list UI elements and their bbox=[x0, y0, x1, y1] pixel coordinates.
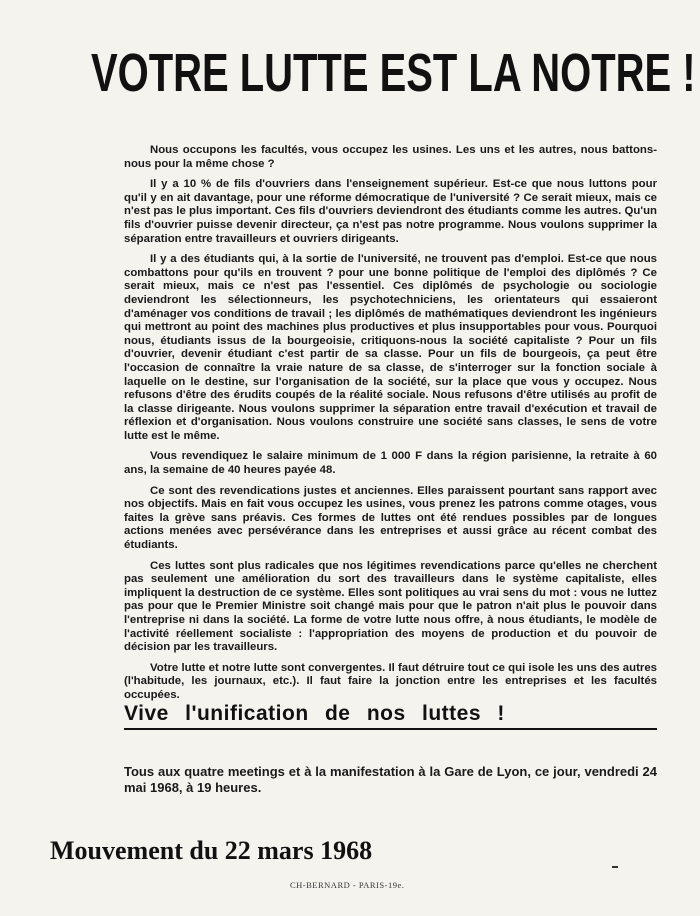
call-to-action: Tous aux quatre meetings et à la manifestation à la Gare de Lyon, ce jour, vendredi 24 mai 1968, à 19 heures. bbox=[124, 764, 657, 795]
slogan: Vive l'unification de nos luttes ! bbox=[124, 702, 657, 730]
paragraph-2: Il y a 10 % de fils d'ouvriers dans l'enseignement supérieur. Est-ce que nous luttons pour qu'il y en ait davantage, pour une réforme démocratique de l'université ? Ce serait mieux, mais ce n'est pas le plus important. Ces fils d'ouvriers deviendront des étudiants comme les autres. Qu'un fils d'ouvrier puisse devenir directeur, ça n'est pas notre programme. Nous voulons supprimer la séparation entre travailleurs et ouvriers dirigeants. bbox=[124, 178, 657, 245]
paragraph-4: Vous revendiquez le salaire minimum de 1 000 F dans la région parisienne, la retraite à 60 ans, la semaine de 40 heures payée 48. bbox=[124, 450, 657, 477]
printer-imprint: CH-BERNARD - PARIS-19e. bbox=[290, 880, 405, 890]
leaflet-body bbox=[124, 144, 657, 710]
paragraph-3: Il y a des étudiants qui, à la sortie de l'université, ne trouvent pas d'emploi. Est-ce que nous combattons pour qu'ils en trouvent ? pour une bonne politique de l'emploi des diplômés ? Ce serait mieux, mais ce n'est pas l'essentiel. Ces diplômés de psychologie ou sociologie deviendront les sélectionneurs, les psychotechniciens, les orientateurs qui essaieront d'aménager vos conditions de travail ; les diplômés de mathématiques deviendront les ingénieurs qui mettront au point des machines plus productives et plus insupportables pour vous. Pourquoi nous, étudiants issus de la bourgeoisie, critiquons-nous la société capitaliste ? Pour un fils d'ouvrier, devenir étudiant c'est partir de sa classe. Pour un fils de bourgeois, ça peut être l'occasion de connaître la vraie nature de sa classe, de s'interroger sur la fonction sociale à laquelle on le destine, sur l'organisation de la société, sur la place que vous y occupez. Nous refusons d'être des érudits coupés de la réalité sociale. Nous refusons d'être utilisés au profit de la classe dirigeante. Nous voulons supprimer la séparation entre travail d'exécution et travail de réflexion et d'organisation. Nous voulons construire une société sans classes, le sens de votre lutte est le même. bbox=[124, 253, 657, 442]
headline: VOTRE LUTTE EST LA NOTRE ! bbox=[91, 43, 696, 103]
paragraph-6: Ces luttes sont plus radicales que nos légitimes revendications parce qu'elles ne cherchent pas seulement une amélioration du sort des travailleurs dans le système capitaliste, elles impliquent la destruction de ce système. Elles sont politiques au vrai sens du mot : vous ne luttez pas pour que le Premier Ministre soit changé mais pour que le patron n'ait plus le pouvoir dans l'entreprise ni dans la société. La forme de votre lutte nous offre, à nous étudiants, le modèle de l'activité réellement socialiste : l'appropriation des moyens de production et du pouvoir de décision par les travailleurs. bbox=[124, 559, 657, 654]
paragraph-7: Votre lutte et notre lutte sont convergentes. Il faut détruire tout ce qui isole les uns des autres (l'habitude, les journaux, etc.). Il faut faire la jonction entre les entreprises et les facultés occupées. bbox=[124, 661, 657, 701]
paragraph-1: Nous occupons les facultés, vous occupez les usines. Les uns et les autres, nous battons-nous pour la même chose ? bbox=[124, 144, 657, 170]
ink-speck bbox=[612, 866, 618, 868]
signature: Mouvement du 22 mars 1968 bbox=[50, 836, 373, 865]
paragraph-5: Ce sont des revendications justes et anciennes. Elles paraissent pourtant sans rapport avec nos objectifs. Mais en fait vous occupez les usines, vous prenez les patrons comme otages, vous faites la grève sans préavis. Ces formes de luttes ont été rendues possibles par de longues actions menées avec persévérance dans les entreprises et aussi grâce au récent combat des étudiants. bbox=[124, 484, 657, 552]
